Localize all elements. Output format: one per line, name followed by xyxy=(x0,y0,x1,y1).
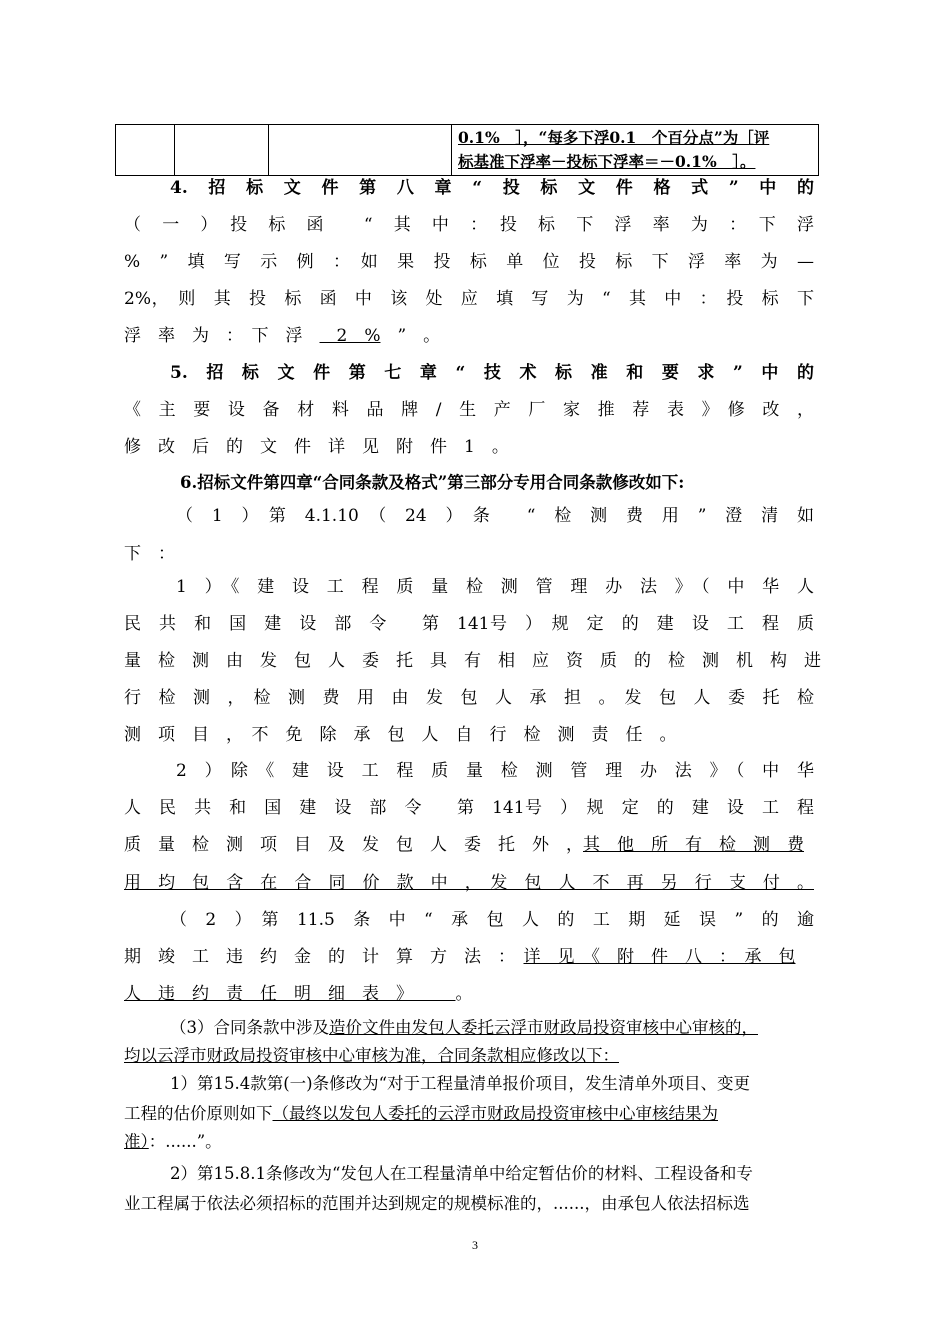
item6-p2-line3-b: 其 他 所 有 检 测 费 xyxy=(583,835,804,855)
item6-s2-line1: （ 2 ） 第 11.5 条 中 “ 承 包 人 的 工 期 延 误 ” 的 逾 xyxy=(170,910,814,930)
item6-p1-line3: 量 检 测 由 发 包 人 委 托 具 有 相 应 资 质 的 检 测 机 构 进 xyxy=(124,651,821,671)
item6-p1-line2: 民 共 和 国 建 设 部 令 第 141号 ） 规 定 的 建 设 工 程 质 xyxy=(124,614,814,634)
item5-line1: 5. 招 标 文 件 第 七 章 “ 技 术 标 准 和 要 求 ” 中 的 xyxy=(170,363,814,383)
table-row xyxy=(116,125,819,176)
item6-s2-line3 xyxy=(124,975,814,1013)
item4-line5-c: ” 。 xyxy=(380,326,441,346)
table-text-line-2: 标基准下浮率－投标下浮率＝－0.1% ］。 xyxy=(458,152,756,171)
item5-line3: 修 改 后 的 文 件 详 见 附 件 1 。 xyxy=(124,437,509,457)
item6-s2-line2 xyxy=(124,938,814,976)
item6-q1-line3-a: 准） xyxy=(124,1132,149,1151)
item6-s2-line3-a: 人 违 约 责 任 明 细 表 》 xyxy=(124,984,456,1004)
item6-s2-line2-a: 期 竣 工 违 约 金 的 计 算 方 法 ： xyxy=(124,947,507,967)
item6-s2-line2-b: 详 见 《 附 件 八 ： 承 包 xyxy=(523,947,796,967)
table-text-line-1: 0.1% ］，“每多下浮0.1 个百分点”为［评 xyxy=(458,128,770,147)
item6-p2-line3 xyxy=(124,826,814,864)
item6-q1-line2-b: （最终以发包人委托的云浮市财政局投资审核中心审核结果为 xyxy=(272,1104,718,1123)
item6-p2-line3-a: 质 量 检 测 项 目 及 发 包 人 委 托 外 ， xyxy=(124,835,583,855)
item6-s3-line1-a: （3）合同条款中涉及 xyxy=(170,1018,329,1037)
table-cell xyxy=(116,125,175,176)
item6-s2-line3-b: 。 xyxy=(455,984,473,1004)
item6-q1-line2-a: 工程的估价原则如下 xyxy=(124,1104,273,1123)
item6-q1-line1: 1）第15.4款第(一)条修改为“对于工程量清单报价项目，发生清单外项目、变更 xyxy=(170,1074,751,1093)
item6-q2-line2: 业工程属于依法必须招标的范围并达到规定的规模标准的，......，由承包人依法招标选 xyxy=(124,1194,750,1213)
item4-line4: 2%， 则 其 投 标 函 中 该 处 应 填 写 为 “ 其 中 ： 投 标 下 xyxy=(124,289,814,309)
item4-line2: （ 一 ） 投 标 函 “ 其 中 ： 投 标 下 浮 率 为 ： 下 浮 xyxy=(124,215,814,235)
item4-line5-a: 浮 率 为 ： 下 浮 xyxy=(124,326,320,346)
item6-q2-line1: 2）第15.8.1条修改为“发包人在工程量清单中给定暂估价的材料、工程设备和专 xyxy=(170,1164,753,1183)
item6-p2-line4: 用 均 包 含 在 合 同 价 款 中 ， 发 包 人 不 再 另 行 支 付 。 xyxy=(124,873,814,893)
item6-s3-line1-b: 造价文件由发包人委托云浮市财政局投资审核中心审核的， xyxy=(329,1018,758,1037)
item5-line2: 《 主 要 设 备 材 料 品 牌 / 生 产 厂 家 推 荐 表 》 修 改 ， xyxy=(124,400,814,420)
item6-s3-line2: 均以云浮市财政局投资审核中心审核为准，合同条款相应修改以下： xyxy=(124,1046,619,1065)
table-cell-text xyxy=(452,125,819,176)
item6-p1-line1: 1 ） 《 建 设 工 程 质 量 检 测 管 理 办 法 》 （ 中 华 人 xyxy=(176,577,814,597)
table-cell xyxy=(175,125,269,176)
item6-p1-line5: 测 项 目 ， 不 免 除 承 包 人 自 行 检 测 责 任 。 xyxy=(124,725,677,745)
page-number: 3 xyxy=(472,1238,478,1252)
item4-rate-value: 2 % xyxy=(319,326,381,346)
item6-p2-line2: 人 民 共 和 国 建 设 部 令 第 141号 ） 规 定 的 建 设 工 程 xyxy=(124,798,814,818)
item6-s1-line1: （ 1 ） 第 4.1.10 （ 24 ） 条 “ 检 测 费 用 ” 澄 清 如 xyxy=(176,506,814,526)
item4-line1: 4. 招 标 文 件 第 八 章 “ 投 标 文 件 格 式 ” 中 的 xyxy=(170,178,814,198)
item4-line5 xyxy=(124,317,814,355)
item6-q1-line3 xyxy=(124,1126,814,1158)
item6-q1-line3-b: ：......”。 xyxy=(148,1132,222,1151)
item6-title: 6.招标文件第四章“合同条款及格式”第三部分专用合同条款修改如下: xyxy=(180,473,685,492)
table-cell xyxy=(269,125,452,176)
item6-p2-line1: 2 ） 除 《 建 设 工 程 质 量 检 测 管 理 办 法 》 （ 中 华 xyxy=(176,761,814,781)
item6-s1-line2: 下 ： xyxy=(124,544,175,564)
item4-line3: % ” 填 写 示 例 ： 如 果 投 标 单 位 投 标 下 浮 率 为 — xyxy=(124,252,814,272)
item6-p1-line4: 行 检 测 ， 检 测 费 用 由 发 包 人 承 担 。 发 包 人 委 托 检 xyxy=(124,688,814,708)
